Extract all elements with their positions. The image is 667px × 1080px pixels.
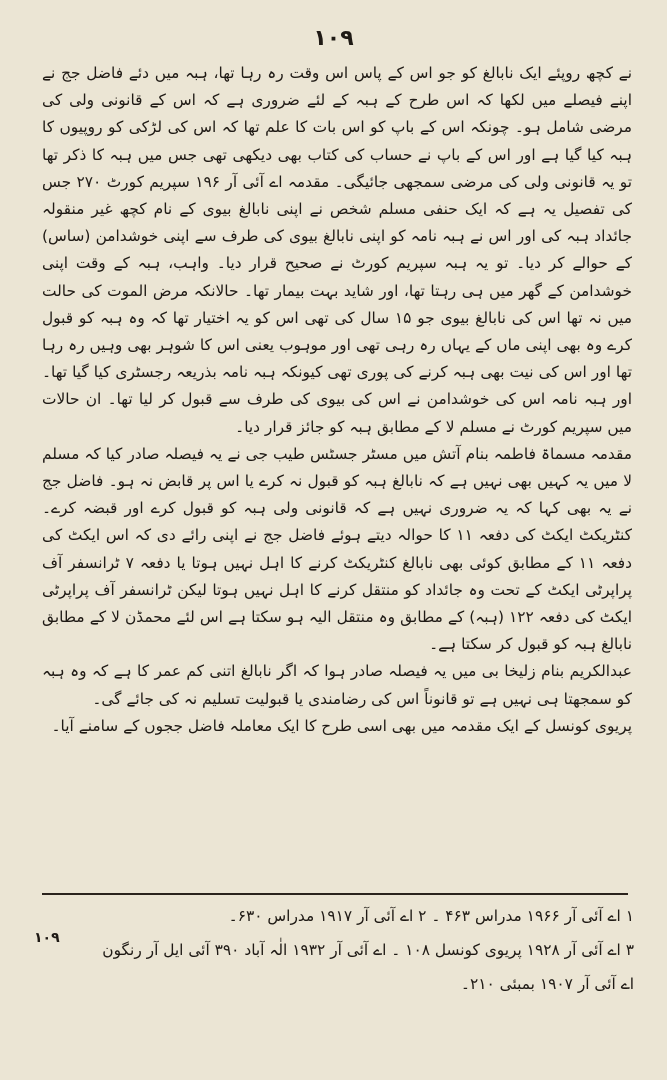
footnote-line-3: اے آئی آر ۱۹۰۷ بمبئی ۲۱۰۔ — [460, 975, 634, 993]
footnote-line-1: ۱ اے آئی آر ۱۹۶۶ مدراس ۴۶۳ ۔ ۲ اے آئی آر ۱۹۱۷ مدراس ۶۳۰۔ — [228, 907, 634, 925]
paragraph-1: نے کچھ روپئے ایک نابالغ کو جو اس کے پاس اس وقت رہ رہا تھا، ہبہ میں دئے فاضل جج نے اپنے فیصلے میں لکھا کہ اس طرح کے ہبہ کے لئے ضروری ہے کہ اس کے قانونی ولی کی مرضی شامل ہو۔ چونکہ اس کے باپ کو اس بات کا علم تھا کہ اس کی لڑکی کو روپیوں کا ہبہ کیا گیا ہے اور اس کے باپ نے حساب کی کتاب بھی دیکھی تھی جس میں ہبہ کا ذکر تھا تو یہ قانونی ولی کی مرضی سمجھی جائیگی۔ مقدمہ اے آئی آر ۱۹۶ سپریم کورٹ ۲۷۰ جس کی تفصیل یہ ہے کہ ایک حنفی مسلم شخص نے اپنی نابالغ بیوی کے نام کچھ غیر منقولہ جائداد ہبہ کی اور اس نے ہبہ نامہ کو اپنی نابالغ بیوی کی طرف سے اپنی خوشدامن (ساس) کے حوالے کر دیا۔ تو یہ ہبہ سپریم کورٹ نے صحیح قرار دیا۔ واہب، ہبہ کے وقت اپنی خوشدامن کے گھر میں ہی رہتا تھا، اور شاید بہت بیمار تھا۔ حالانکہ مرض الموت کی حالت میں نہ تھا اس کی نابالغ بیوی جو ۱۵ سال کی تھی اس کو یہ اختیار تھا کہ وہ ہبہ کو قبول کرے وہ بھی اپنی ماں کے یہاں رہ رہی تھی اور موہوب یعنی اس کا شوہر بھی وہیں رہ رہا تھا اور اس کی نیت بھی ہبہ کرنے کی پوری تھی کیونکہ ہبہ نامہ بذریعہ رجسٹری کیا گیا تھا۔ اور ہبہ نامہ اس کی خوشدامن نے اس کی بیوی کی طرف سے قبول کر لیا تھا۔ ان حالات میں سپریم کورٹ نے مسلم لا کے مطابق ہبہ کو جائز قرار دیا۔ — [42, 64, 633, 436]
main-text — [42, 60, 632, 740]
paragraph-4: پریوی کونسل کے ایک مقدمہ میں بھی اسی طرح کا ایک معاملہ فاضل ججوں کے سامنے آیا۔ — [51, 716, 632, 735]
footnote-divider — [42, 893, 628, 895]
page-number: ۱۰۹ — [313, 26, 354, 51]
footnote-line-2: ۳ اے آئی آر ۱۹۲۸ پریوی کونسل ۱۰۸ ۔ اے آئی آر ۱۹۳۲ الٰہ آباد ۳۹۰ آئی ایل آر رنگون — [102, 941, 634, 959]
paragraph-3: عبدالکریم بنام زلیخا بی میں یہ فیصلہ صادر ہوا کہ اگر نابالغ اتنی کم عمر کا ہے کہ وہ ہبہ کو سمجھتا ہی نہیں ہے تو قانوناً اس کی رضامندی یا قبولیت تسلیم نہ کی جائے گی۔ — [42, 662, 632, 708]
paragraph-2: مقدمہ مسماۃ فاطمہ بنام آتش میں مسٹر جسٹس طیب جی نے یہ فیصلہ صادر کیا کہ مسلم لا میں یہ کہیں بھی نہیں ہے کہ نابالغ ہبہ کو قبول نہ کرے یا اس پر قابض نہ ہو۔ فاضل جج نے یہ بھی کہا کہ یہ ضروری نہیں ہے کہ قانونی ولی ہبہ کو قبول کرے اور قبضہ کرے۔ کنٹریکٹ ایکٹ کی دفعہ ۱۱ کا حوالہ دیتے ہوئے فاضل جج نے اپنی رائے دی کہ اس ایکٹ کی دفعہ ۱۱ کے مطابق کوئی بھی نابالغ کنٹریکٹ کرنے کا اہل نہیں ہوتا یا دفعہ ۷ ٹرانسفر آف پراپرٹی ایکٹ کے تحت وہ جائداد کو منتقل کرنے کا اہل نہیں ہوتا لیکن ٹرانسفر آف پراپرٹی ایکٹ کی دفعہ ۱۲۲ (ہبہ) کے مطابق وہ منتقل الیہ ہو سکتا ہے اس لئے محمڈن لا کے مطابق نابالغ ہبہ کو قبول کر سکتا ہے۔ — [42, 444, 632, 654]
footnotes — [42, 902, 634, 1004]
footnote-margin-number: ۱۰۹ — [34, 930, 60, 946]
